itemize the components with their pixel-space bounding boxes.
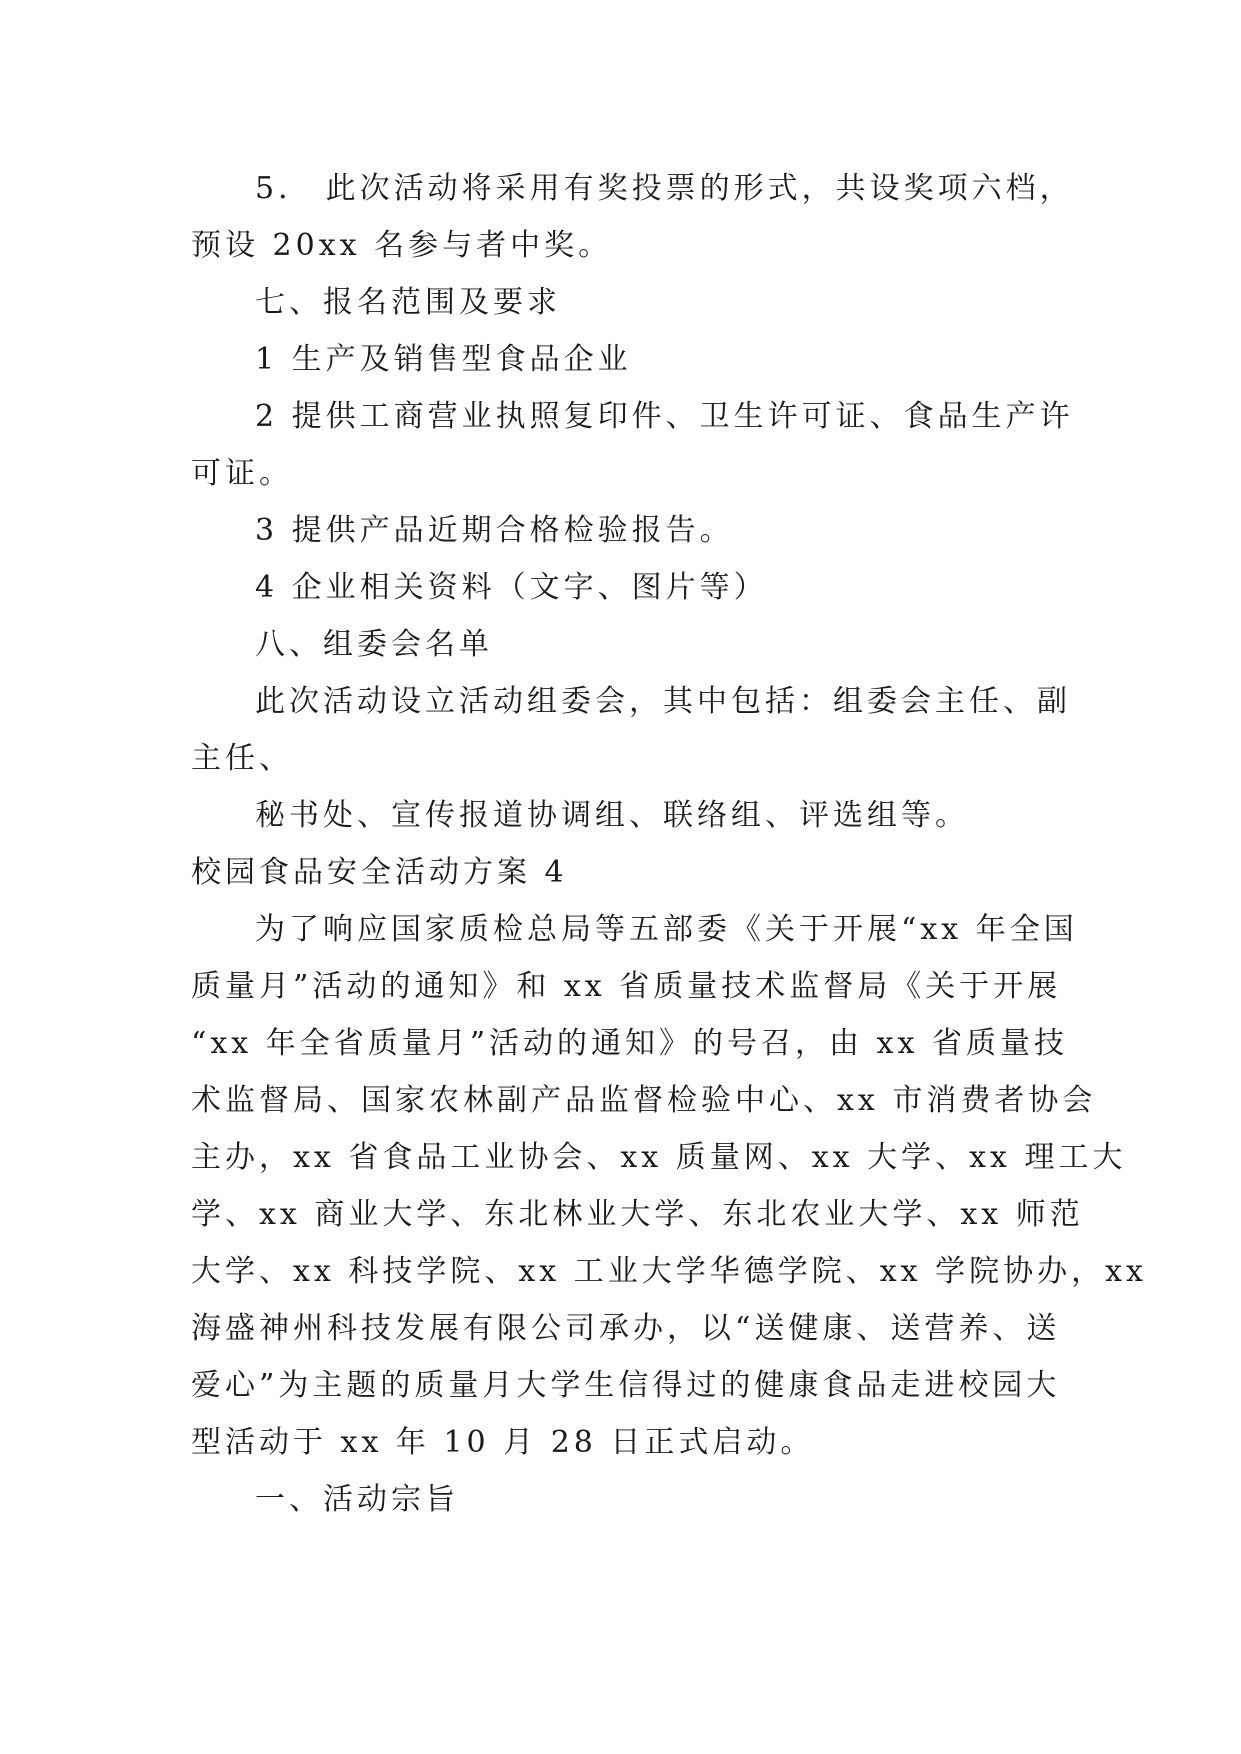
paragraph-line: 此次活动设立活动组委会，其中包括：组委会主任、副 [255,684,1071,719]
paragraph-line: 大学、xx 科技学院、xx 工业大学华德学院、xx 学院协办，xx [191,1254,1147,1289]
paragraph-line: 术监督局、国家农林副产品监督检验中心、xx 市消费者协会 [191,1083,1097,1118]
section-heading: 七、报名范围及要求 [255,285,561,320]
paragraph-line: 海盛神州科技发展有限公司承办，以“送健康、送营养、送 [191,1311,1061,1346]
paragraph-line: 预设 20xx 名参与者中奖。 [191,228,613,263]
list-item: 1 生产及销售型食品企业 [255,342,632,377]
paragraph-line: 学、xx 商业大学、东北林业大学、东北农业大学、xx 师范 [191,1197,1084,1232]
document-body [191,160,1147,1528]
paragraph-line: 为了响应国家质检总局等五部委《关于开展“xx 年全国 [255,912,1078,947]
list-item: 3 提供产品近期合格检验报告。 [255,513,734,548]
paragraph-line: 主任、 [191,741,293,776]
list-item: 2 提供工商营业执照复印件、卫生许可证、食品生产许 [255,399,1074,434]
document-title: 校园食品安全活动方案 4 [191,855,568,890]
paragraph-line: 可证。 [191,456,293,491]
paragraph-line: 秘书处、宣传报道协调组、联络组、评选组等。 [255,798,969,833]
section-heading: 八、组委会名单 [255,627,493,662]
paragraph-line: 型活动于 xx 年 10 月 28 日正式启动。 [191,1425,815,1460]
paragraph-line: “xx 年全省质量月”活动的通知》的号召，由 xx 省质量技 [191,1026,1068,1061]
paragraph-line: 质量月”活动的通知》和 xx 省质量技术监督局《关于开展 [191,969,1062,1004]
paragraph-line: 5． 此次活动将采用有奖投票的形式，共设奖项六档， [255,171,1074,206]
paragraph-line: 爱心”为主题的质量月大学生信得过的健康食品走进校园大 [191,1368,1061,1403]
paragraph-line: 主办，xx 省食品工业协会、xx 质量网、xx 大学、xx 理工大 [191,1140,1127,1175]
list-item: 4 企业相关资料（文字、图片等） [255,570,768,605]
section-heading: 一、活动宗旨 [255,1482,459,1517]
